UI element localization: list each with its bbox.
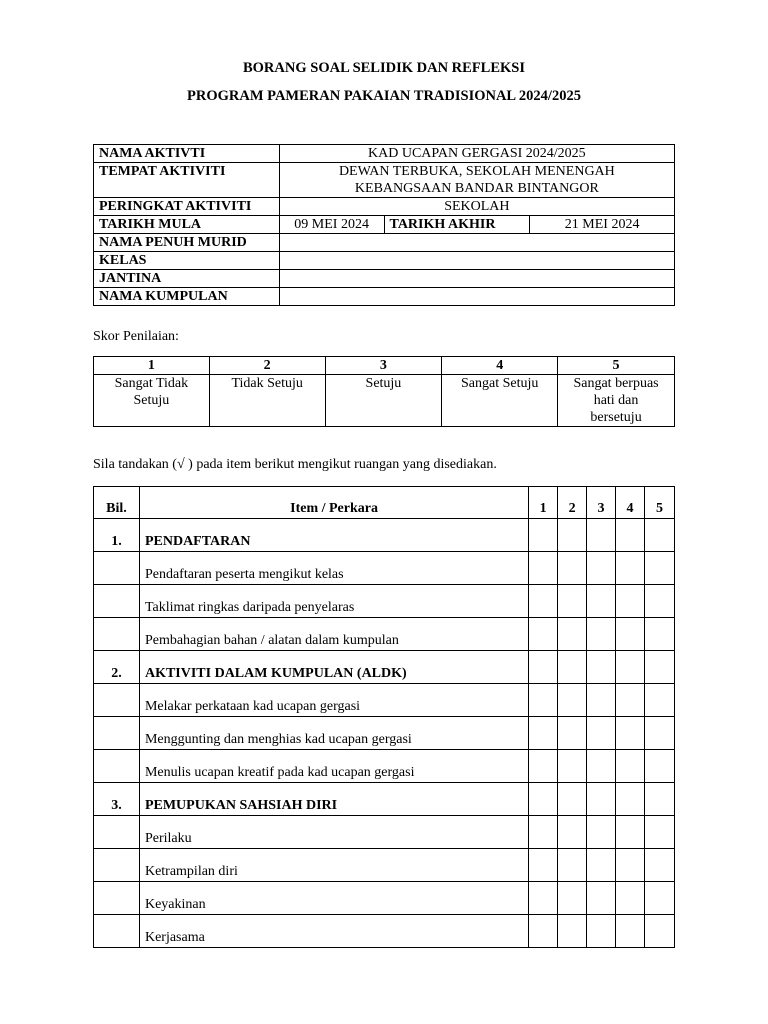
score-checkbox-cell[interactable]: [587, 915, 616, 948]
kelas-field[interactable]: [279, 252, 674, 270]
score-checkbox-cell[interactable]: [529, 585, 558, 618]
tarikh-mula-label: TARIKH MULA: [94, 216, 280, 234]
item-text: Ketrampilan diri: [139, 849, 528, 882]
col-score-header: 5: [644, 487, 674, 519]
score-checkbox-cell[interactable]: [558, 519, 587, 552]
row-number: 1.: [94, 519, 140, 552]
item-text: Menulis ucapan kreatif pada kad ucapan gergasi: [139, 750, 528, 783]
score-checkbox-cell[interactable]: [529, 684, 558, 717]
row-number: 3.: [94, 783, 140, 816]
scale-number: 1: [94, 357, 210, 375]
score-checkbox-cell[interactable]: [616, 915, 645, 948]
section-title: PEMUPUKAN SAHSIAH DIRI: [139, 783, 528, 816]
score-checkbox-cell[interactable]: [644, 750, 674, 783]
item-text: Menggunting dan menghias kad ucapan gergasi: [139, 717, 528, 750]
score-checkbox-cell[interactable]: [587, 816, 616, 849]
score-checkbox-cell[interactable]: [616, 552, 645, 585]
program-title: PROGRAM PAMERAN PAKAIAN TRADISIONAL 2024/2025: [187, 88, 581, 104]
item-row: [94, 585, 675, 618]
nama-aktiviti-value: KAD UCAPAN GERGASI 2024/2025: [279, 145, 674, 163]
row-number: [94, 684, 140, 717]
score-checkbox-cell[interactable]: [616, 651, 645, 684]
score-checkbox-cell[interactable]: [616, 783, 645, 816]
tempat-aktiviti-label: TEMPAT AKTIVITI: [94, 163, 280, 198]
score-checkbox-cell[interactable]: [529, 750, 558, 783]
scale-description: Sangat berpuas hati dan bersetuju: [558, 375, 675, 427]
score-checkbox-cell[interactable]: [644, 816, 674, 849]
scale-number: 2: [209, 357, 325, 375]
col-score-header: 3: [587, 487, 616, 519]
score-checkbox-cell[interactable]: [587, 750, 616, 783]
score-checkbox-cell[interactable]: [616, 585, 645, 618]
score-checkbox-cell[interactable]: [644, 882, 674, 915]
nama-murid-field[interactable]: [279, 234, 674, 252]
score-checkbox-cell[interactable]: [644, 717, 674, 750]
section-row: [94, 651, 675, 684]
peringkat-aktiviti-label: PERINGKAT AKTIVITI: [94, 198, 280, 216]
score-checkbox-cell[interactable]: [587, 651, 616, 684]
item-text: Keyakinan: [139, 882, 528, 915]
score-checkbox-cell[interactable]: [644, 651, 674, 684]
instruction-text: Sila tandakan (√ ) pada item berikut mengikut ruangan yang disediakan.: [93, 457, 497, 472]
skor-label: Skor Penilaian:: [93, 329, 179, 344]
row-number: [94, 717, 140, 750]
kelas-label: KELAS: [94, 252, 280, 270]
score-checkbox-cell[interactable]: [558, 585, 587, 618]
row-number: [94, 585, 140, 618]
score-checkbox-cell[interactable]: [587, 585, 616, 618]
section-title: AKTIVITI DALAM KUMPULAN (ALDK): [139, 651, 528, 684]
score-checkbox-cell[interactable]: [558, 717, 587, 750]
items-body: [94, 519, 675, 948]
scale-description: Sangat Tidak Setuju: [94, 375, 210, 427]
row-number: [94, 816, 140, 849]
score-checkbox-cell[interactable]: [529, 816, 558, 849]
section-title: PENDAFTARAN: [139, 519, 528, 552]
jantina-field[interactable]: [279, 270, 674, 288]
nama-aktiviti-label: NAMA AKTIVTI: [94, 145, 280, 163]
score-checkbox-cell[interactable]: [644, 552, 674, 585]
score-checkbox-cell[interactable]: [616, 519, 645, 552]
tempat-line-1: DEWAN TERBUKA, SEKOLAH MENENGAH: [338, 164, 615, 179]
section-row: [94, 519, 675, 552]
col-score-header: 4: [616, 487, 645, 519]
scale-description: Sangat Setuju: [442, 375, 558, 427]
item-row: [94, 717, 675, 750]
nama-kumpulan-field[interactable]: [279, 288, 674, 306]
item-text: Taklimat ringkas daripada penyelaras: [139, 585, 528, 618]
row-number: [94, 915, 140, 948]
col-bil-header: Bil.: [94, 487, 140, 519]
scale-number: 3: [325, 357, 442, 375]
score-checkbox-cell[interactable]: [558, 684, 587, 717]
score-checkbox-cell[interactable]: [587, 684, 616, 717]
item-row: [94, 816, 675, 849]
score-checkbox-cell[interactable]: [529, 717, 558, 750]
score-checkbox-cell[interactable]: [558, 618, 587, 651]
item-row: [94, 552, 675, 585]
form-title: BORANG SOAL SELIDIK DAN REFLEKSI: [242, 60, 525, 76]
item-row: [94, 849, 675, 882]
scale-description: Setuju: [325, 375, 442, 427]
scale-number: 5: [558, 357, 675, 375]
score-checkbox-cell[interactable]: [529, 651, 558, 684]
score-checkbox-cell[interactable]: [644, 618, 674, 651]
score-checkbox-cell[interactable]: [529, 552, 558, 585]
col-item-header: Item / Perkara: [139, 487, 528, 519]
item-row: [94, 750, 675, 783]
score-checkbox-cell[interactable]: [644, 783, 674, 816]
score-checkbox-cell[interactable]: [529, 849, 558, 882]
nama-murid-label: NAMA PENUH MURID: [94, 234, 280, 252]
row-number: 2.: [94, 651, 140, 684]
score-checkbox-cell[interactable]: [587, 717, 616, 750]
score-checkbox-cell[interactable]: [558, 849, 587, 882]
score-checkbox-cell[interactable]: [616, 750, 645, 783]
scale-description: Tidak Setuju: [209, 375, 325, 427]
item-row: [94, 915, 675, 948]
score-checkbox-cell[interactable]: [587, 552, 616, 585]
item-text: Perilaku: [139, 816, 528, 849]
score-checkbox-cell[interactable]: [587, 783, 616, 816]
nama-kumpulan-label: NAMA KUMPULAN: [94, 288, 280, 306]
items-table: [93, 486, 675, 948]
score-checkbox-cell[interactable]: [616, 717, 645, 750]
score-scale-table: [93, 356, 675, 427]
score-checkbox-cell[interactable]: [616, 618, 645, 651]
item-text: Melakar perkataan kad ucapan gergasi: [139, 684, 528, 717]
tarikh-akhir-label: TARIKH AKHIR: [384, 216, 530, 234]
item-text: Pendaftaran peserta mengikut kelas: [139, 552, 528, 585]
row-number: [94, 750, 140, 783]
row-number: [94, 882, 140, 915]
score-checkbox-cell[interactable]: [616, 849, 645, 882]
score-checkbox-cell[interactable]: [529, 783, 558, 816]
tempat-line-2: KEBANGSAAN BANDAR BINTANGOR: [354, 181, 599, 196]
item-row: [94, 684, 675, 717]
score-checkbox-cell[interactable]: [529, 618, 558, 651]
row-number: [94, 618, 140, 651]
item-row: [94, 618, 675, 651]
score-checkbox-cell[interactable]: [644, 519, 674, 552]
score-checkbox-cell[interactable]: [529, 519, 558, 552]
score-checkbox-cell[interactable]: [644, 915, 674, 948]
score-checkbox-cell[interactable]: [558, 783, 587, 816]
tarikh-akhir-value: 21 MEI 2024: [530, 216, 675, 234]
score-checkbox-cell[interactable]: [558, 915, 587, 948]
score-checkbox-cell[interactable]: [644, 684, 674, 717]
score-checkbox-cell[interactable]: [616, 684, 645, 717]
peringkat-aktiviti-value: SEKOLAH: [279, 198, 674, 216]
score-checkbox-cell[interactable]: [558, 816, 587, 849]
activity-info-table: [93, 144, 675, 306]
score-checkbox-cell[interactable]: [529, 882, 558, 915]
score-checkbox-cell[interactable]: [616, 816, 645, 849]
section-row: [94, 783, 675, 816]
score-checkbox-cell[interactable]: [616, 882, 645, 915]
score-checkbox-cell[interactable]: [587, 849, 616, 882]
item-row: [94, 882, 675, 915]
score-checkbox-cell[interactable]: [558, 882, 587, 915]
score-checkbox-cell[interactable]: [644, 585, 674, 618]
col-score-header: 1: [529, 487, 558, 519]
score-checkbox-cell[interactable]: [587, 882, 616, 915]
col-score-header: 2: [558, 487, 587, 519]
score-checkbox-cell[interactable]: [587, 618, 616, 651]
score-checkbox-cell[interactable]: [644, 849, 674, 882]
score-checkbox-cell[interactable]: [587, 519, 616, 552]
row-number: [94, 849, 140, 882]
tarikh-mula-value: 09 MEI 2024: [279, 216, 384, 234]
scale-number: 4: [442, 357, 558, 375]
tempat-aktiviti-value: [279, 163, 674, 198]
score-checkbox-cell[interactable]: [558, 750, 587, 783]
score-checkbox-cell[interactable]: [558, 651, 587, 684]
item-text: Kerjasama: [139, 915, 528, 948]
score-checkbox-cell[interactable]: [529, 915, 558, 948]
score-checkbox-cell[interactable]: [558, 552, 587, 585]
jantina-label: JANTINA: [94, 270, 280, 288]
item-text: Pembahagian bahan / alatan dalam kumpulan: [139, 618, 528, 651]
row-number: [94, 552, 140, 585]
